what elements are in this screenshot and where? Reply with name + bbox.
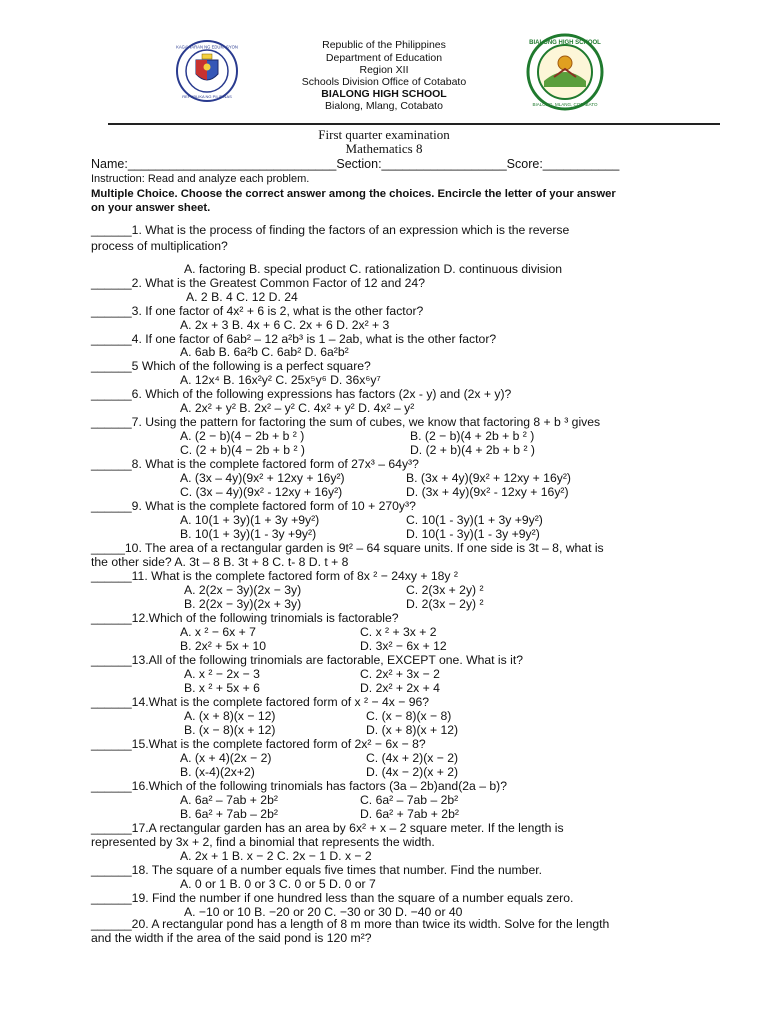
answer-choice: and the width if the area of the said pond is 120 m²? xyxy=(91,931,372,945)
answer-choice: D. (4x − 2)(x + 2) xyxy=(366,765,459,779)
question-stem: _____10. The area of a rectangular garden is 9t² – 64 square units. If one side is 3t – 8, what is xyxy=(91,541,604,555)
answer-choice: C. 10(1 - 3y)(1 + 3y +9y²) xyxy=(406,513,543,527)
answer-choice: A. 0 or 1 B. 0 or 3 C. 0 or 5 D. 0 or 7 xyxy=(180,877,376,891)
answer-choice: B. (2 − b)(4 + 2b + b ² ) xyxy=(410,429,535,443)
question-stem: ______17.A rectangular garden has an area by 6x² + x – 2 square meter. If the length is xyxy=(91,821,564,835)
question-stem: ______3. If one factor of 4x² + 6 is 2, what is the other factor? xyxy=(91,304,424,318)
answer-choice: A. x ² − 2x − 3 xyxy=(184,667,260,681)
header-address: Bialong, Mlang, Cotabato xyxy=(325,100,443,112)
answer-choice: A. (2 − b)(4 − 2b + b ² ) xyxy=(180,429,305,443)
answer-choice: B. 6a² + 7ab – 2b² xyxy=(180,807,278,821)
answer-choice: A. 2(2x − 3y)(2x − 3y) xyxy=(184,583,302,597)
question-stem: ______8. What is the complete factored form of 27x³ – 64y³? xyxy=(91,457,419,471)
header-school-name: BIALONG HIGH SCHOOL xyxy=(321,88,447,100)
answer-choice: A. x ² − 6x + 7 xyxy=(180,625,256,639)
answer-choice: A. 10(1 + 3y)(1 + 3y +9y²) xyxy=(180,513,320,527)
answer-choice: A. (x + 4)(2x − 2) xyxy=(180,751,272,765)
answer-choice: represented by 3x + 2, find a binomial that represents the width. xyxy=(91,835,435,849)
answer-choice: A. 12x⁴ B. 16x²y² C. 25x⁵y⁶ D. 36x⁶y⁷ xyxy=(180,373,381,387)
header-divider xyxy=(108,123,720,125)
answer-choice: D. 10(1 - 3y)(1 - 3y +9y²) xyxy=(406,527,540,541)
svg-text:BIALONG HIGH SCHOOL: BIALONG HIGH SCHOOL xyxy=(529,40,601,46)
exam-title: First quarter examination xyxy=(318,127,450,142)
header-region: Region XII xyxy=(359,64,409,76)
answer-choice: A. 2x + 3 B. 4x + 6 C. 2x + 6 D. 2x² + 3 xyxy=(180,318,390,332)
question-stem: ______6. Which of the following expressions has factors (2x - y) and (2x + y)? xyxy=(91,387,512,401)
answer-choice: C. (4x + 2)(x − 2) xyxy=(366,751,459,765)
answer-choice: D. 6a² + 7ab + 2b² xyxy=(360,807,459,821)
question-stem: ______15.What is the complete factored form of 2x² − 6x − 8? xyxy=(91,737,426,751)
answer-choice: A. (3x – 4y)(9x² + 12xy + 16y²) xyxy=(180,471,345,485)
svg-text:BIALONG, MLANG, COTABATO: BIALONG, MLANG, COTABATO xyxy=(532,102,598,107)
question-stem: ______7. Using the pattern for factoring the sum of cubes, we know that factoring 8 + b ³ gives xyxy=(91,415,601,429)
name-section-score-line: Name:______________________________Section:__________________Score:___________ xyxy=(91,157,620,171)
answer-choice: B. (x-4)(2x+2) xyxy=(180,765,255,779)
exam-subject: Mathematics 8 xyxy=(345,141,423,156)
question-stem: ______12.Which of the following trinomials is factorable? xyxy=(91,611,399,625)
answer-choice: C. (x − 8)(x − 8) xyxy=(366,709,452,723)
answer-choice: D. 2x² + 2x + 4 xyxy=(360,681,440,695)
header-republic: Republic of the Philippines xyxy=(322,39,446,51)
answer-choice: C. x ² + 3x + 2 xyxy=(360,625,437,639)
answer-choice: the other side? A. 3t – 8 B. 3t + 8 C. t- 8 D. t + 8 xyxy=(91,555,349,569)
answer-choice: B. 2(2x − 3y)(2x + 3y) xyxy=(184,597,302,611)
svg-text:REPUBLIKA NG PILIPINAS: REPUBLIKA NG PILIPINAS xyxy=(182,94,232,99)
question-stem: ______13.All of the following trinomials are factorable, EXCEPT one. What is it? xyxy=(91,653,523,667)
question-stem: ______11. What is the complete factored form of 8x ² − 24xy + 18y ² xyxy=(91,569,458,583)
question-stem: ______9. What is the complete factored form of 10 + 270y³? xyxy=(91,499,416,513)
answer-choice: A. 6ab B. 6a²b C. 6ab² D. 6a²b² xyxy=(180,345,349,359)
answer-choice: B. x ² + 5x + 6 xyxy=(184,681,260,695)
question-stem: ______14.What is the complete factored form of x ² − 4x − 96? xyxy=(91,695,430,709)
answer-choice: C. 6a² – 7ab – 2b² xyxy=(360,793,459,807)
header-division: Schools Division Office of Cotabato xyxy=(301,76,467,88)
question-stem: ______19. Find the number if one hundred less than the square of a number equals zero. xyxy=(91,891,574,905)
answer-choice: B. 10(1 + 3y)(1 - 3y +9y²) xyxy=(180,527,317,541)
directions-line-2: on your answer sheet. xyxy=(91,202,211,214)
answer-choice: D. (3x + 4y)(9x² - 12xy + 16y²) xyxy=(406,485,569,499)
svg-text:KAGAWARAN NG EDUKASYON: KAGAWARAN NG EDUKASYON xyxy=(176,44,238,50)
header-deped: Department of Education xyxy=(325,52,443,64)
answer-choice: C. (3x – 4y)(9x² - 12xy + 16y²) xyxy=(180,485,343,499)
answer-choice: D. (2 + b)(4 + 2b + b ² ) xyxy=(410,443,535,457)
directions-line-1: Multiple Choice. Choose the correct answer among the choices. Encircle the letter of your answer xyxy=(91,188,616,200)
answer-choice: B. (3x + 4y)(9x² + 12xy + 16y²) xyxy=(406,471,571,485)
question-stem: ______4. If one factor of 6ab² – 12 a²b³ is 1 – 2ab, what is the other factor? xyxy=(91,332,497,346)
answer-choice: A. 2 B. 4 C. 12 D. 24 xyxy=(186,290,298,304)
question-stem: ______16.Which of the following trinomials has factors (3a – 2b)and(2a – b)? xyxy=(91,779,507,793)
answer-choice: A. (x + 8)(x − 12) xyxy=(184,709,276,723)
answer-choice: D. 2(3x − 2y) ² xyxy=(406,597,484,611)
answer-choice: process of multiplication? xyxy=(91,239,228,253)
answer-choice: A. 2x² + y² B. 2x² – y² C. 4x² + y² D. 4x² – y² xyxy=(180,401,415,415)
question-stem: ______5 Which of the following is a perfect square? xyxy=(91,359,371,373)
answer-choice: A. 2x + 1 B. x − 2 C. 2x − 1 D. x − 2 xyxy=(180,849,372,863)
answer-choice: D. 3x² − 6x + 12 xyxy=(360,639,447,653)
question-stem: ______2. What is the Greatest Common Factor of 12 and 24? xyxy=(91,276,425,290)
question-stem: ______18. The square of a number equals five times that number. Find the number. xyxy=(91,863,542,877)
answer-choice: C. 2x² + 3x − 2 xyxy=(360,667,440,681)
answer-choice: A. factoring B. special product C. rationalization D. continuous division xyxy=(184,262,563,276)
answer-choice: C. (2 + b)(4 − 2b + b ² ) xyxy=(180,443,305,457)
answer-choice: C. 2(3x + 2y) ² xyxy=(406,583,484,597)
instruction: Instruction: Read and analyze each problem. xyxy=(91,173,310,185)
answer-choice: A. −10 or 10 B. −20 or 20 C. −30 or 30 D. −40 or 40 xyxy=(184,905,463,919)
answer-choice: A. 6a² – 7ab + 2b² xyxy=(180,793,278,807)
answer-choice: B. (x − 8)(x + 12) xyxy=(184,723,276,737)
answer-choice: B. 2x² + 5x + 10 xyxy=(180,639,267,653)
answer-choice: D. (x + 8)(x + 12) xyxy=(366,723,459,737)
question-stem: ______1. What is the process of finding the factors of an expression which is the reverse xyxy=(91,223,570,237)
question-stem: ______20. A rectangular pond has a length of 8 m more than twice its width. Solve for the length xyxy=(91,917,610,931)
